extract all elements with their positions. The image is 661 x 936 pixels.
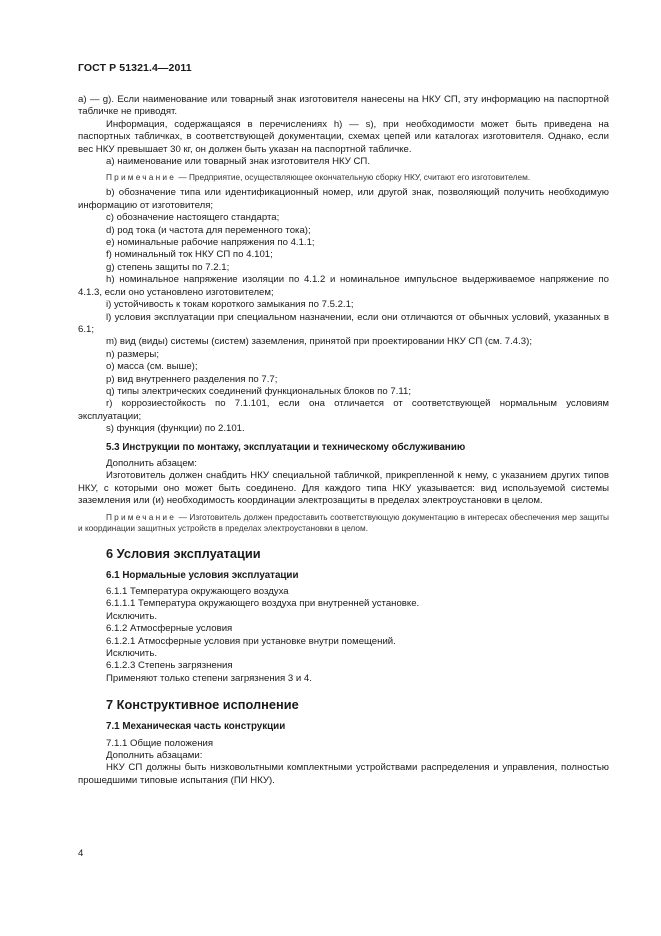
paragraph: Дополнить абзацами:	[106, 750, 203, 762]
list-item: n) размеры;	[106, 348, 159, 360]
paragraph: Исключить.	[106, 648, 157, 660]
paragraph: а) — g). Если наименование или товарный знак изготовителя нанесены на НКУ СП, эту информацию на паспортной табличке не приводят.	[78, 94, 609, 118]
paragraph: 7.1.1 Общие положения	[106, 737, 214, 749]
document-header: ГОСТ Р 51321.4—2011	[78, 62, 192, 74]
list-item: p) вид внутреннего разделения по 7.7;	[106, 373, 278, 385]
list-item: q) типы электрических соединений функциональных блоков по 7.11;	[106, 385, 411, 397]
note-text: — Предприятие, осуществляющее окончательную сборку НКУ, считают его изготовителем.	[176, 172, 531, 183]
paragraph: Информация, содержащаяся в перечислениях h) — s), при необходимости может быть приведена на паспортных табличках, в соответствующей документации, схемах цепей или каталогах изготовителя. Однако, если вес НКУ превышает 30 кг, он должен быть указан на паспортной табличке.	[78, 118, 609, 155]
list-item: c) обозначение настоящего стандарта;	[106, 212, 280, 224]
note	[78, 512, 609, 534]
paragraph: НКУ СП должны быть низковольтными комплектными устройствами распределения и управления, полностью прошедшими типовые испытания (ПИ НКУ).	[78, 762, 609, 786]
list-item: f) номинальный ток НКУ СП по 4.101;	[106, 249, 273, 261]
paragraph: 6.1.2 Атмосферные условия	[106, 623, 233, 635]
list-item: i) устойчивость к токам короткого замыкания по 7.5.2.1;	[106, 299, 354, 311]
paragraph: 6.1.1.1 Температура окружающего воздуха при внутренней установке.	[106, 598, 420, 610]
paragraph: Исключить.	[106, 610, 157, 622]
paragraph: 6.1.2.3 Степень загрязнения	[106, 660, 233, 672]
list-item: а) наименование или товарный знак изготовителя НКУ СП.	[106, 156, 370, 168]
section-heading-7: 7 Конструктивное исполнение	[106, 697, 299, 713]
paragraph: Применяют только степени загрязнения 3 и 4.	[106, 672, 312, 684]
section-heading-6: 6 Условия эксплуатации	[106, 545, 261, 561]
section-heading-7-1: 7.1 Механическая часть конструкции	[106, 721, 286, 733]
section-heading-6-1: 6.1 Нормальные условия эксплуатации	[106, 569, 299, 581]
list-item: r) коррозиестойкость по 7.1.101, если она отличается от соответствующей нормальным условиям эксплуатации;	[78, 398, 609, 422]
page-number: 4	[78, 848, 84, 859]
note-label: Примечание	[106, 172, 177, 183]
note-text: — Изготовитель должен предоставить соответствующую документацию в интересах обеспечения мер защиты и координации защитных устройств в пределах электроустановки в целом.	[78, 511, 609, 533]
paragraph: 6.1.1 Температура окружающего воздуха	[106, 586, 289, 597]
section-heading-5-3: 5.3 Инструкции по монтажу, эксплуатации и техническому обслуживанию	[106, 441, 466, 453]
list-item: b) обозначение типа или идентификационный номер, или другой знак, позволяющий получить необходимую информацию от изготовителя;	[78, 187, 609, 211]
list-item: e) номинальные рабочие напряжения по 4.1.1;	[106, 237, 315, 249]
list-item: g) степень защиты по 7.2.1;	[106, 261, 230, 273]
list-item: h) номинальное напряжение изоляции по 4.1.2 и номинальное импульсное выдерживаемое напряжение по 4.1.3, если оно установлено изготовителем;	[78, 274, 609, 298]
paragraph: 6.1.2.1 Атмосферные условия при установке внутри помещений.	[106, 635, 396, 647]
list-item: o) масса (см. выше);	[106, 361, 198, 373]
note	[78, 172, 609, 183]
document-body	[78, 94, 609, 787]
note-label: Примечание	[106, 511, 177, 522]
list-item: l) условия эксплуатации при специальном назначении, если они отличаются от обычных условий, указанных в 6.1;	[78, 311, 609, 335]
list-item: s) функция (функции) по 2.101.	[106, 423, 245, 435]
paragraph: Изготовитель должен снабдить НКУ специальной табличкой, прикрепленной к нему, с указанием других типов НКУ, с которыми оно может быть соединено. Для каждого типа НКУ указывается: вид используемой системы заземления или (и) необходимость координации электрозащиты в пределах электроустановки в целом.	[78, 470, 609, 507]
paragraph: Дополнить абзацем:	[106, 457, 197, 469]
list-item: m) вид (виды) системы (систем) заземления, принятой при проектировании НКУ СП (см. 7.4.3);	[106, 336, 533, 348]
list-item: d) род тока (и частота для переменного тока);	[106, 224, 311, 236]
